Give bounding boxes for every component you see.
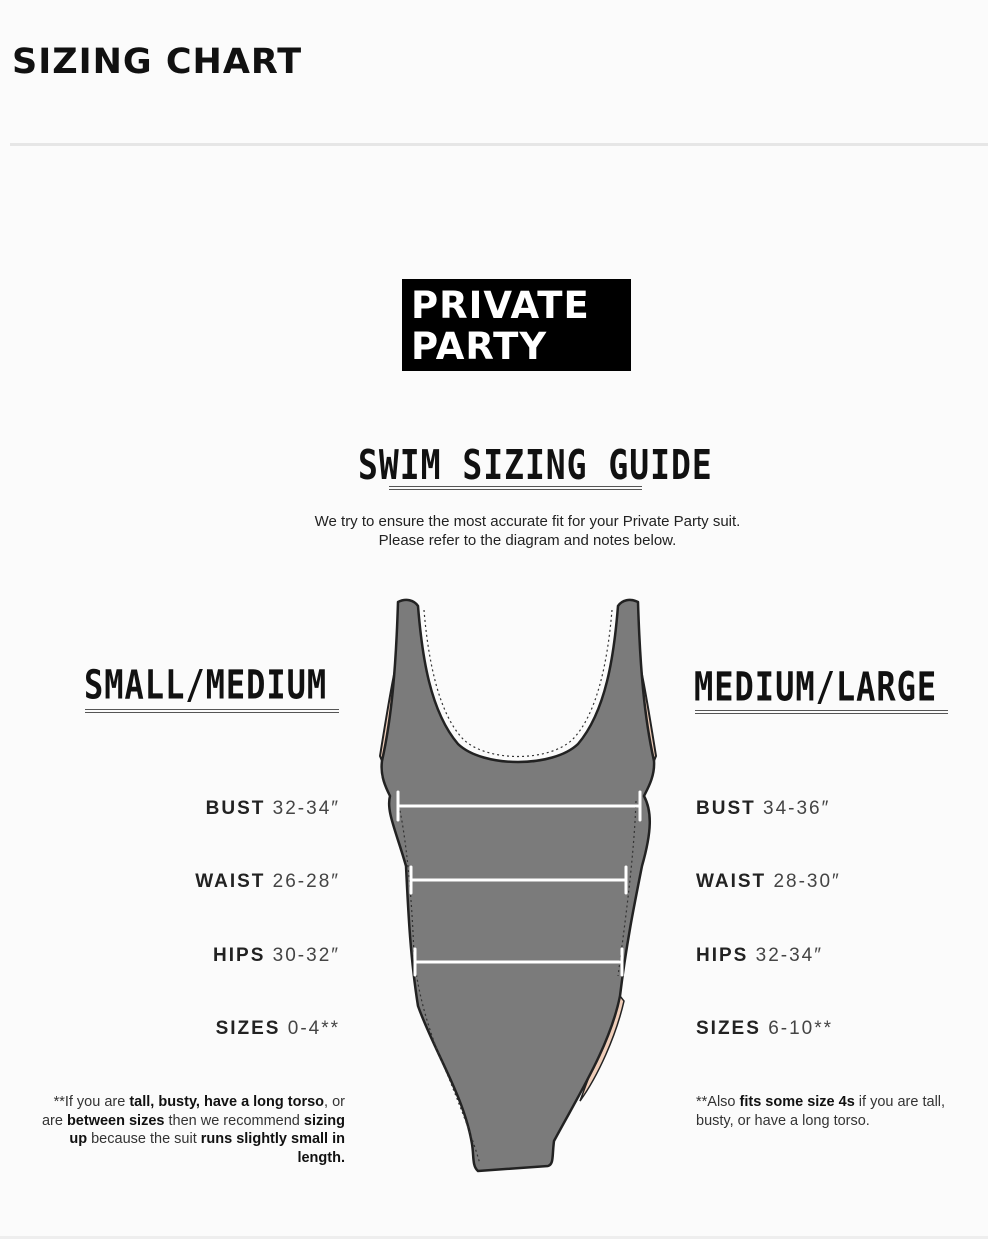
note-text: , or are <box>41 1094 345 1129</box>
waist-label: WAIST <box>195 871 266 892</box>
medium-large-heading: MEDIUM/LARGE <box>694 663 938 711</box>
hips-label: HIPS <box>213 945 266 966</box>
suit-body <box>382 600 654 1171</box>
note-bold: between sizes <box>66 1112 165 1129</box>
hips-value: 32-34″ <box>755 945 823 966</box>
note-text: because the suit <box>87 1131 201 1147</box>
note-text: then we recommend <box>164 1112 304 1129</box>
sizes-value: 0-4** <box>287 1018 340 1039</box>
medium-large-waist <box>696 871 841 893</box>
bust-value: 34-36″ <box>763 798 831 819</box>
small-medium-bust <box>206 798 340 820</box>
header-divider <box>10 143 988 146</box>
note-bold: sizing up <box>69 1112 345 1147</box>
private-party-logo <box>402 279 631 371</box>
guide-intro <box>0 512 988 550</box>
note-text: **If you are <box>53 1094 130 1110</box>
small-medium-waist <box>195 871 340 893</box>
medium-large-bust <box>696 798 830 820</box>
note-text: if you are tall, busty, or have a long torso. <box>696 1094 946 1129</box>
note-text: **Also <box>696 1094 740 1110</box>
hips-value: 30-32″ <box>272 945 340 966</box>
small-medium-sizes <box>216 1018 340 1040</box>
note-bold: tall, busty, have a long torso <box>129 1094 325 1110</box>
sizes-label: SIZES <box>215 1018 281 1039</box>
sizes-label: SIZES <box>696 1018 761 1039</box>
medium-large-underline <box>695 710 948 714</box>
small-medium-underline <box>85 709 339 713</box>
waist-value: 28-30″ <box>773 871 841 892</box>
hips-label: HIPS <box>696 945 749 966</box>
small-medium-heading: SMALL/MEDIUM <box>84 661 328 709</box>
bust-label: BUST <box>696 798 756 819</box>
small-medium-note <box>30 1093 345 1167</box>
sizes-value: 6-10** <box>768 1018 834 1039</box>
note-bold: runs slightly small in length. <box>200 1131 345 1166</box>
waist-label: WAIST <box>696 871 767 892</box>
bust-value: 32-34″ <box>272 798 340 819</box>
intro-line-1: We try to ensure the most accurate fit for your Private Party suit. <box>314 513 741 530</box>
medium-large-note <box>696 1093 986 1130</box>
logo-line-2: PARTY <box>411 325 548 368</box>
guide-title-underline <box>389 486 642 490</box>
small-medium-hips <box>213 945 340 967</box>
bust-label: BUST <box>205 798 266 819</box>
intro-line-2: Please refer to the diagram and notes below. <box>378 532 677 549</box>
medium-large-hips <box>696 945 823 967</box>
medium-large-sizes <box>696 1018 833 1040</box>
logo-line-1: PRIVATE <box>411 284 590 327</box>
swimsuit-illustration <box>368 596 668 1176</box>
waist-value: 26-28″ <box>272 871 340 892</box>
guide-title: SWIM SIZING GUIDE <box>358 440 713 489</box>
note-bold: fits some size 4s <box>739 1094 855 1110</box>
page-title: SIZING CHART <box>12 42 303 82</box>
